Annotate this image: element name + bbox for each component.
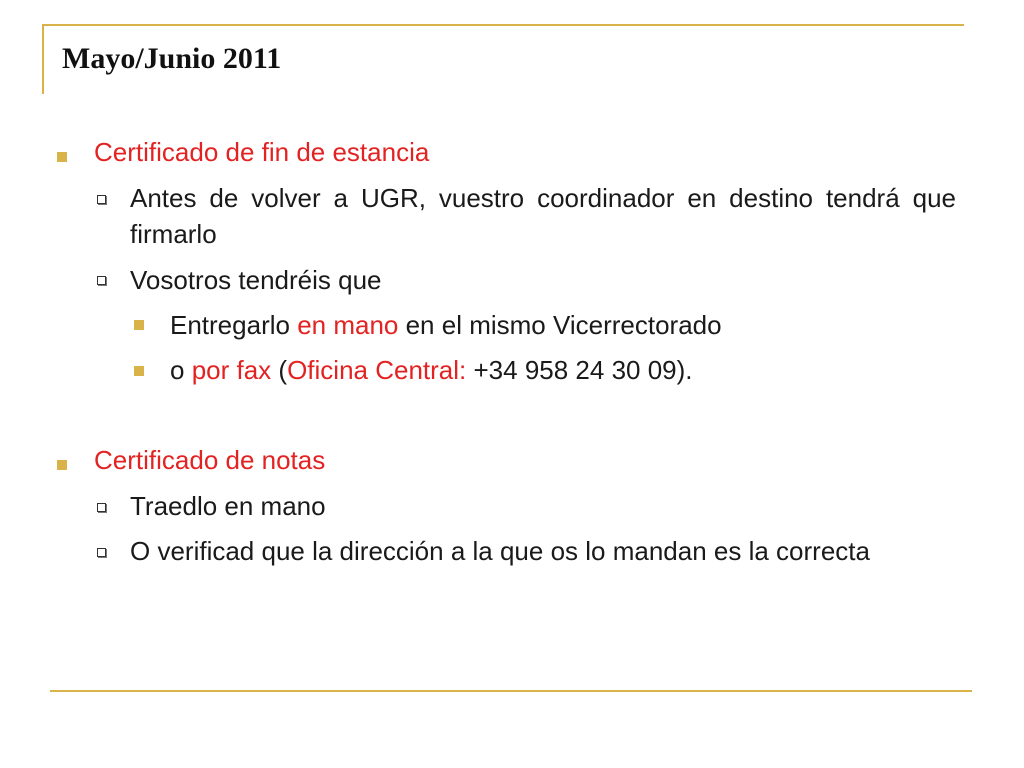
hollow-square-bullet-icon [97,503,106,512]
square-bullet-icon [57,460,67,470]
sub-item-text: +34 958 24 30 09). [466,355,693,385]
list-item: Vosotros tendréis que [130,265,382,295]
sub-list-item [170,352,693,388]
sub-item-text: Entregarlo [170,310,298,340]
square-bullet-icon [57,152,67,162]
hollow-square-bullet-icon [97,195,106,204]
section-heading: Certificado de fin de estancia [94,137,430,167]
sub-item-emphasis: en mano [297,310,399,340]
sub-item-text: ( [271,355,288,385]
section-heading: Certificado de notas [94,445,326,475]
square-bullet-icon [134,320,144,330]
list-item: Traedlo en mano [130,491,326,521]
sub-list-item [170,307,722,343]
list-item: Antes de volver a UGR, vuestro coordinador en destino tendrá que firmarlo [130,183,956,249]
slide-title: Mayo/Junio 2011 [62,42,282,75]
sub-item-text: o [170,355,192,385]
square-bullet-icon [134,366,144,376]
hollow-square-bullet-icon [97,548,106,557]
sub-item-text: en el mismo Vicerrectorado [398,310,722,340]
sub-item-emphasis: por fax [191,355,272,385]
hollow-square-bullet-icon [97,276,106,285]
sub-item-emphasis: Oficina Central: [287,355,467,385]
list-item: O verificad que la dirección a la que os lo mandan es la correcta [130,536,870,566]
